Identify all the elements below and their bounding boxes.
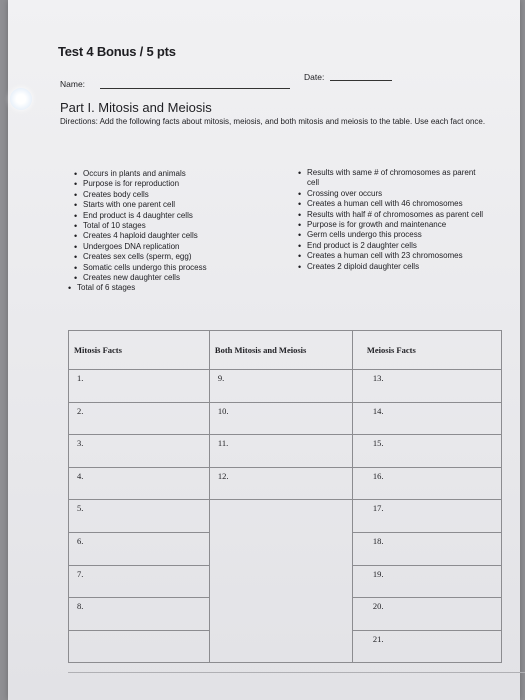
fact-item: • Creates 4 haploid daughter cells <box>74 231 284 241</box>
meiosis-cell[interactable]: 15. <box>352 435 501 468</box>
fact-item: • Purpose is for reproduction <box>74 179 284 189</box>
mitosis-cell[interactable]: 2. <box>69 402 210 435</box>
both-cell[interactable]: 10. <box>209 402 352 435</box>
fact-item: • Creates body cells <box>74 190 284 200</box>
fact-item: • Creates a human cell with 23 chromosomes <box>298 251 513 261</box>
meiosis-cell[interactable]: 18. <box>352 532 501 565</box>
mitosis-empty-cell <box>69 630 210 663</box>
meiosis-cell[interactable]: 17. <box>352 500 501 533</box>
fact-item: • Total of 10 stages <box>74 221 284 231</box>
mitosis-cell[interactable]: 4. <box>69 467 210 500</box>
worksheet-title: Test 4 Bonus / 5 pts <box>58 44 176 59</box>
date-blank <box>330 80 392 81</box>
directions-text: Directions: Add the following facts about mitosis, meiosis, and both mitosis and meiosis to the table. Use each fact once. <box>60 117 486 126</box>
mitosis-cell[interactable]: 6. <box>69 532 210 565</box>
mitosis-cell[interactable]: 7. <box>69 565 210 598</box>
both-cell[interactable]: 11. <box>209 435 352 468</box>
name-blank <box>100 88 290 89</box>
both-empty-area[interactable] <box>209 500 352 663</box>
both-cell[interactable]: 12. <box>209 467 352 500</box>
fact-item: • End product is 4 daughter cells <box>74 211 284 221</box>
meiosis-cell[interactable]: 16. <box>352 467 501 500</box>
mitosis-cell[interactable]: 8. <box>69 598 210 631</box>
fact-item: • Somatic cells undergo this process <box>74 263 284 273</box>
fact-item: • Crossing over occurs <box>298 189 513 199</box>
page-bottom-rule <box>68 672 525 673</box>
name-label: Name: <box>60 79 86 89</box>
both-header: Both Mitosis and Meiosis <box>209 331 352 370</box>
fact-item: • Purpose is for growth and maintenance <box>298 220 513 230</box>
fact-item: • Occurs in plants and animals <box>74 169 284 179</box>
meiosis-cell[interactable]: 13. <box>352 370 501 403</box>
facts-list-right <box>298 168 513 272</box>
meiosis-cell[interactable]: 19. <box>352 565 501 598</box>
fact-item: • Creates new daughter cells <box>74 273 284 283</box>
part-heading: Part I. Mitosis and Meiosis <box>60 100 212 115</box>
worksheet-page <box>8 0 520 700</box>
fact-item: • Results with half # of chromosomes as parent cell <box>298 210 512 220</box>
meiosis-cell[interactable]: 21. <box>352 630 501 663</box>
fact-item: • Germ cells undergo this process <box>298 230 513 240</box>
date-label: Date: <box>304 72 325 82</box>
facts-table <box>68 330 502 663</box>
fact-item: • Total of 6 stages <box>68 283 284 293</box>
fact-item: • Starts with one parent cell <box>74 200 284 210</box>
both-cell[interactable]: 9. <box>209 370 352 403</box>
mitosis-header: Mitosis Facts <box>69 331 210 370</box>
fact-item: • Creates sex cells (sperm, egg) <box>74 252 284 262</box>
facts-list-left <box>74 169 284 294</box>
light-glare <box>10 88 32 110</box>
fact-item: • Creates 2 diploid daughter cells <box>298 262 513 272</box>
meiosis-header: Meiosis Facts <box>352 331 501 370</box>
meiosis-cell[interactable]: 14. <box>352 402 501 435</box>
fact-item: • Creates a human cell with 46 chromosomes <box>298 199 513 209</box>
meiosis-cell[interactable]: 20. <box>352 598 501 631</box>
mitosis-cell[interactable]: 5. <box>69 500 210 533</box>
fact-item: • Results with same # of chromosomes as parent cell <box>298 168 487 189</box>
mitosis-cell[interactable]: 1. <box>69 370 210 403</box>
mitosis-cell[interactable]: 3. <box>69 435 210 468</box>
fact-item: • End product is 2 daughter cells <box>298 241 513 251</box>
fact-item: • Undergoes DNA replication <box>74 242 284 252</box>
